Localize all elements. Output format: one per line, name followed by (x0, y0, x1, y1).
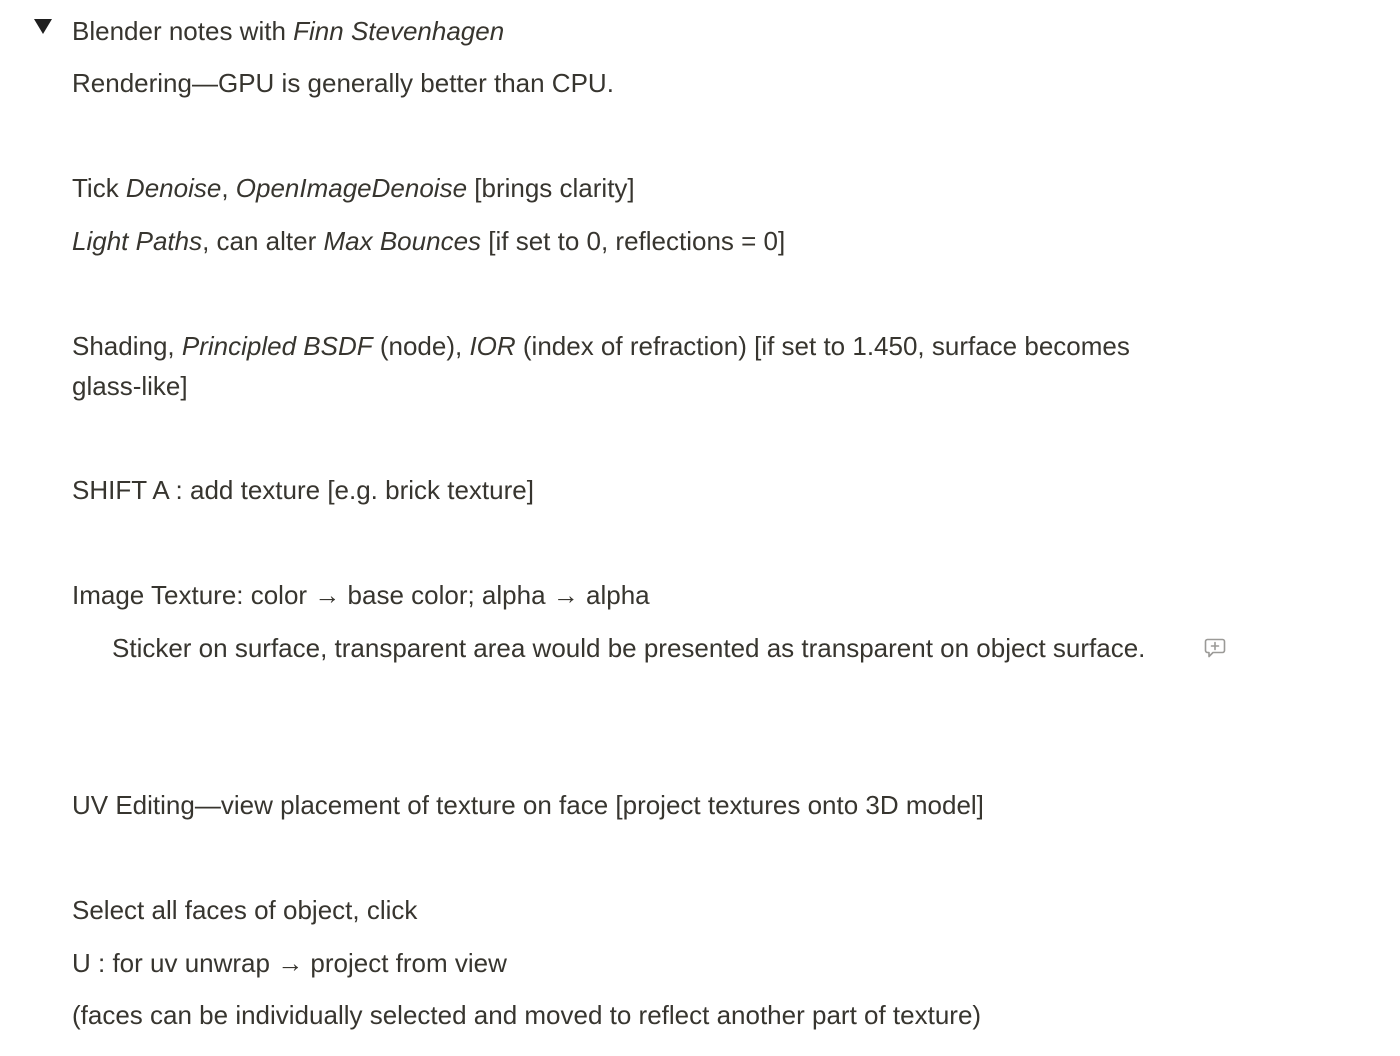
toggle-title-prefix: Blender notes with (72, 16, 294, 46)
note-denoise-text-1: Tick (72, 173, 126, 203)
note-rendering: Rendering—GPU is generally better than CPU. (72, 68, 614, 98)
triangle-down-icon[interactable] (34, 19, 52, 34)
note-faces: (faces can be individually selected and moved to reflect another part of texture) (72, 1000, 982, 1030)
add-comment-icon[interactable] (1203, 636, 1227, 660)
note-light-paths-emph-1: Light Paths (72, 226, 203, 256)
note-denoise-text-2: , (221, 173, 236, 203)
note-denoise (72, 168, 635, 208)
note-sticker: Sticker on surface, transparent area would be presented as transparent on object surface. (112, 633, 1146, 663)
note-shading-text-3: (index of refraction) [if set to 1.450, surface becomes glass-like] (72, 331, 1130, 401)
note-denoise-emph-1: Denoise (125, 173, 222, 203)
note-light-paths-text-1: , can alter (202, 226, 324, 256)
note-select-faces: Select all faces of object, click (72, 895, 418, 925)
toggle-title[interactable] (72, 11, 504, 51)
note-shading-emph-2: IOR (469, 331, 516, 361)
note-uv-editing: UV Editing—view placement of texture on face [project textures onto 3D model] (72, 790, 984, 820)
note-denoise-text-3: [brings clarity] (467, 173, 635, 203)
note-image-texture: Image Texture: color → base color; alpha → alpha (72, 580, 650, 610)
note-light-paths-text-2: [if set to 0, reflections = 0] (481, 226, 786, 256)
note-shading (72, 326, 1182, 406)
note-shift-a: SHIFT A : add texture [e.g. brick texture] (72, 475, 534, 505)
note-denoise-emph-2: OpenImageDenoise (235, 173, 468, 203)
note-shading-text-2: (node), (372, 331, 470, 361)
note-shading-text-1: Shading, (72, 331, 182, 361)
note-shading-emph-1: Principled BSDF (181, 331, 373, 361)
note-uv-unwrap: U : for uv unwrap → project from view (72, 948, 507, 978)
note-light-paths-emph-2: Max Bounces (323, 226, 482, 256)
note-light-paths (72, 221, 785, 261)
toggle-title-author: Finn Stevenhagen (293, 16, 505, 46)
